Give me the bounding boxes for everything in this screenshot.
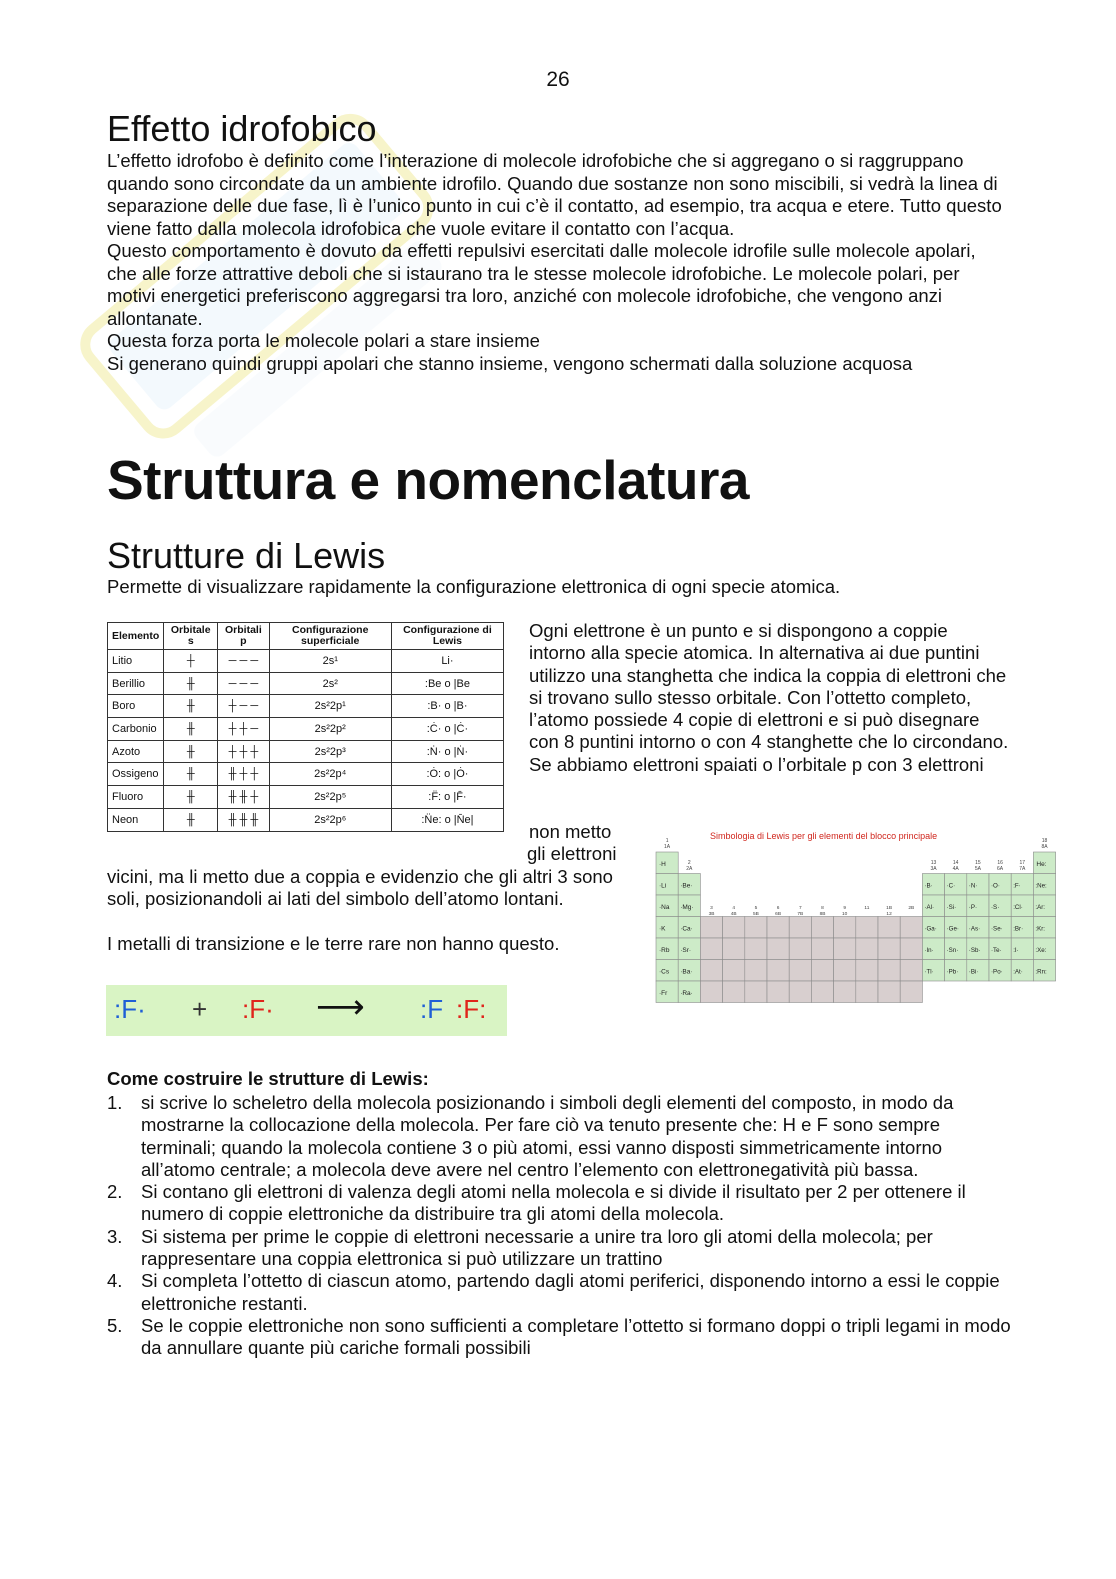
group-label: 7B <box>797 912 804 917</box>
transition-cell <box>811 981 833 1003</box>
element-symbol: :Cl· <box>1013 904 1023 911</box>
transition-cell <box>700 981 722 1003</box>
transition-cell <box>878 917 900 939</box>
element-symbol: ·N· <box>968 882 978 890</box>
transition-cell <box>878 981 900 1003</box>
element-symbol: ·Cs <box>659 968 670 976</box>
cell-s: ╫ <box>164 786 218 809</box>
group-label: 3A <box>930 866 937 872</box>
transition-cell <box>700 938 722 960</box>
transition-cell <box>723 917 745 939</box>
group-label: 14 <box>952 860 959 866</box>
transition-cell <box>856 981 878 1003</box>
cell-s: ┼ <box>164 650 218 673</box>
cell-element: Azoto <box>108 740 164 763</box>
element-symbol: ·Ra· <box>680 990 693 997</box>
group-label: 1 <box>665 838 669 844</box>
group-label: 3 <box>710 906 713 911</box>
cell-lewis: :F̈: o |F̄· <box>391 786 503 809</box>
group-label: 4 <box>732 906 736 911</box>
cell-config: 2s¹ <box>269 650 391 673</box>
element-symbol: ·Sr· <box>680 947 692 954</box>
transition-cell <box>723 960 745 982</box>
cell-s: ╫ <box>164 718 218 741</box>
element-symbol: ·P· <box>968 904 978 911</box>
transition-cell <box>856 938 878 960</box>
step-number: 5. <box>107 1314 123 1336</box>
transition-cell <box>878 938 900 960</box>
group-label: 8 <box>821 906 824 911</box>
transition-cell <box>789 917 811 939</box>
section-title-strutture-lewis: Strutture di Lewis <box>107 535 386 576</box>
transition-cell <box>767 938 789 960</box>
column-header: Configurazione superficiale <box>269 623 391 650</box>
wrap-line: gli elettroni <box>527 843 617 864</box>
cell-s: ╫ <box>164 672 218 695</box>
cell-lewis: :Ȯ: o |Ȯ· <box>391 763 503 786</box>
element-symbol: :Ar: <box>1035 904 1046 911</box>
element-symbol: ·K <box>659 925 666 933</box>
fluorine-atom-1: :F· <box>114 994 146 1024</box>
step-number: 4. <box>107 1270 123 1292</box>
periodic-table-lewis <box>655 829 1059 1011</box>
cell-element: Berillio <box>108 672 164 695</box>
transition-cell <box>811 917 833 939</box>
step-number: 3. <box>107 1225 123 1247</box>
element-symbol: ·Bi· <box>968 968 979 976</box>
element-symbol: ·Ge· <box>946 925 959 933</box>
group-label: 2A <box>686 866 693 872</box>
cell-s: ╫ <box>164 740 218 763</box>
group-label: 6B <box>775 912 782 917</box>
cell-p: ╫ ╫ ╫ <box>218 808 269 831</box>
orbital-table <box>107 622 504 832</box>
group-label: 3B <box>708 912 715 917</box>
table-row <box>108 740 504 763</box>
element-symbol: ·S· <box>991 904 1000 911</box>
cell-s: ╫ <box>164 763 218 786</box>
element-symbol: ·Fr <box>659 990 668 997</box>
element-symbol: :Xe: <box>1035 947 1047 954</box>
element-symbol: ·In· <box>924 947 934 954</box>
element-symbol: ·Be· <box>680 882 693 890</box>
group-label: 10 <box>842 912 848 917</box>
element-symbol: :Rn: <box>1035 968 1047 976</box>
element-symbol: ·H <box>659 861 666 868</box>
paragraph: Si generano quindi gruppi apolari che stanno insieme, vengono schermati dalla soluzione acquosa <box>107 352 913 374</box>
cell-p: ┼ ┼ ┼ <box>218 740 269 763</box>
column-header: Orbitale s <box>164 623 218 650</box>
group-label: 5B <box>752 912 759 917</box>
how-to-steps <box>107 1092 1012 1360</box>
transition-cell <box>723 981 745 1003</box>
fluorine-atom-2: :F· <box>242 994 274 1024</box>
element-symbol: :I· <box>1013 947 1019 954</box>
transition-cell <box>900 938 922 960</box>
cell-lewis: :N̈e: o |N̄e| <box>391 808 503 831</box>
transition-cell <box>834 960 856 982</box>
cell-element: Boro <box>108 695 164 718</box>
transition-cell <box>900 917 922 939</box>
element-symbol: ·Po· <box>991 968 1003 976</box>
element-symbol: ·Ga· <box>924 925 937 933</box>
paragraph: Questa forza porta le molecole polari a stare insieme <box>107 330 540 351</box>
element-symbol: ·B· <box>924 882 933 890</box>
lewis-explanation: Ogni elettrone è un punto e si dispongono a coppie intorno alla specie atomica. In alternativa ai due puntini utilizzo una stanghetta che indica la coppia di elettroni che si trovano sullo stesso orbitale. Con l’ottetto completo, l’atomo possiede 4 copie di elettroni e si può disegnare con 8 puntini intorno o con 4 stanghette che lo circondano. Se abbiamo elettroni spaiati o l’orbitale p con 3 elettroni <box>529 620 1009 775</box>
cell-s: ╫ <box>164 808 218 831</box>
list-item <box>107 1315 1012 1360</box>
transition-cell <box>745 981 767 1003</box>
element-symbol: ·Ba· <box>680 968 693 976</box>
periodic-table-title: Simbologia di Lewis per gli elementi del blocco principale <box>710 831 938 841</box>
section1-body <box>107 150 1007 375</box>
element-symbol: He: <box>1036 861 1047 868</box>
section-title-effetto-idrofobico: Effetto idrofobico <box>107 108 377 149</box>
table-row <box>108 672 504 695</box>
cell-p: ─ ─ ─ <box>218 650 269 673</box>
reaction-arrow: ⟶ <box>316 988 365 1026</box>
wrap-line: non metto <box>529 821 612 842</box>
element-symbol: ·Sb· <box>968 947 981 954</box>
element-symbol: ·Na <box>659 904 670 911</box>
transition-cell <box>856 917 878 939</box>
cell-config: 2s²2p⁵ <box>269 786 391 809</box>
group-label: 4A <box>952 866 959 872</box>
wrap-paragraph: vicini, ma li metto due a coppia e evidenzio che gli altri 3 sono soli, posizionandoli ai lati del simbolo dell’atomo lontani. <box>107 866 613 910</box>
group-label: 4B <box>730 912 737 917</box>
group-label: 13 <box>930 860 937 866</box>
cell-lewis: :Ċ· o |Ċ· <box>391 718 503 741</box>
transition-metals-note: I metalli di transizione e le terre rare non hanno questo. <box>107 933 560 954</box>
table-row <box>108 718 504 741</box>
step-text: Si completa l’ottetto di ciascun atomo, partendo dagli atomi periferici, disponendo intorno a essi le coppie elettroniche restanti. <box>141 1270 1000 1314</box>
cell-p: ╫ ╫ ┼ <box>218 786 269 809</box>
step-text: Si sistema per prime le coppie di elettroni necessarie a unire tra loro gli atomi della molecola; per rappresentare una coppia elettronica si può utilizzare un trattino <box>141 1225 933 1270</box>
cell-element: Neon <box>108 808 164 831</box>
product-fluorine-left: :F <box>420 994 444 1024</box>
group-label: 5 <box>754 906 758 911</box>
cell-lewis: :Be o |Be <box>391 672 503 695</box>
element-symbol: ·As· <box>968 925 981 933</box>
transition-cell <box>789 960 811 982</box>
step-text: Si contano gli elettroni di valenza degli atomi nella molecola e si divide il risultato per 2 per ottenere il numero di coppie elettroniche da distribuire tra gli atomi della molecola. <box>141 1181 966 1225</box>
group-label: 17 <box>1019 860 1026 866</box>
element-symbol: ·Li <box>659 882 667 890</box>
transition-cell <box>811 960 833 982</box>
group-label: 9 <box>843 906 847 911</box>
element-symbol: ·Mg· <box>680 904 694 911</box>
group-label: 5A <box>974 866 981 872</box>
group-label: 8A <box>1041 844 1048 850</box>
column-header: Elemento <box>108 623 164 650</box>
group-label: 7 <box>798 906 802 911</box>
element-symbol: :Ne: <box>1035 882 1047 890</box>
cell-config: 2s²2p¹ <box>269 695 391 718</box>
transition-cell <box>834 938 856 960</box>
element-symbol: ·Se· <box>991 925 1003 933</box>
element-symbol: ·O· <box>991 882 1000 890</box>
cell-p: ─ ─ ─ <box>218 672 269 695</box>
step-text: si scrive lo scheletro della molecola posizionando i simboli degli elementi del composto, in modo da mostrarne la collocazione della molecola. Per fare ciò va tenuto presente che: H e F sono sempre terminali; quando la molecola contiene 3 o più atomi, essi vanno disposti simmetricamente intorno all’atomo centrale; a molecola deve avere nel centro l’elemento con elettronegatività più bassa. <box>141 1092 954 1180</box>
cell-lewis: Li· <box>391 650 503 673</box>
transition-cell <box>745 960 767 982</box>
transition-cell <box>745 917 767 939</box>
transition-cell <box>856 960 878 982</box>
table-header-row <box>108 623 504 650</box>
cell-element: Litio <box>108 650 164 673</box>
cell-p: ╫ ┼ ┼ <box>218 763 269 786</box>
column-header: Orbitali p <box>218 623 269 650</box>
paragraph: L’effetto idrofobo è definito come l’interazione di molecole idrofobiche che si aggregano o si raggruppano quando sono circondate da un ambiente idrofilo. Quando due sostanze non sono miscibili, si vedrà la linea di separazione delle due fase, lì è l’unico punto in cui c’è il contatto, ad esempio, tra acqua e etere. Tutto questo viene fatto dalla molecola idrofobica che vuole evitare il contatto con l’acqua. <box>107 150 1002 239</box>
product-fluorine-right: :F: <box>456 994 487 1024</box>
element-symbol: ·Rb <box>659 947 670 954</box>
transition-cell <box>811 938 833 960</box>
group-label: 6 <box>776 906 780 911</box>
transition-cell <box>878 960 900 982</box>
group-label: 1A <box>664 844 671 850</box>
transition-cell <box>767 917 789 939</box>
chapter-title: Struttura e nomenclatura <box>107 449 750 511</box>
cell-lewis: :B· o |B· <box>391 695 503 718</box>
cell-element: Fluoro <box>108 786 164 809</box>
list-item <box>107 1092 1012 1181</box>
paragraph: Questo comportamento è dovuto da effetti repulsivi esercitati dalle molecole idrofile sulle molecole apolari, che alle forze attrattive deboli che si istaurano tra le stesse molecole idrofobiche. Le molecole polari, per motivi energetici preferiscono aggregarsi tra loro, anziché con molecole idrofobiche, che vengono anzi allontanate. <box>107 240 976 329</box>
group-label: 18 <box>1041 838 1048 844</box>
element-symbol: :At· <box>1013 968 1023 976</box>
group-label: 8B <box>819 912 826 917</box>
cell-config: 2s²2p⁴ <box>269 763 391 786</box>
element-symbol: ·Te· <box>991 947 1002 954</box>
cell-config: 2s²2p⁶ <box>269 808 391 831</box>
group-label: 11 <box>864 906 870 911</box>
transition-cell <box>767 960 789 982</box>
element-symbol: :F· <box>1013 882 1021 890</box>
transition-cell <box>834 917 856 939</box>
element-symbol: ·Ca· <box>680 925 693 933</box>
element-symbol: ·C· <box>946 882 956 890</box>
step-text: Se le coppie elettroniche non sono sufficienti a completare l’ottetto si formano doppi o tripli legami in modo da annullare quante più cariche formali possibili <box>141 1314 1011 1359</box>
cell-element: Ossigeno <box>108 763 164 786</box>
table-row <box>108 808 504 831</box>
step-number: 2. <box>107 1181 123 1203</box>
page-number: 26 <box>546 68 570 91</box>
transition-cell <box>900 981 922 1003</box>
plus-sign: + <box>192 994 208 1024</box>
section2-intro: Permette di visualizzare rapidamente la configurazione elettronica di ogni specie atomica. <box>107 576 841 597</box>
group-label: 2 <box>687 860 691 866</box>
transition-cell <box>700 917 722 939</box>
element-symbol: ·Tl· <box>924 968 934 976</box>
element-symbol: ·Pb· <box>946 968 959 976</box>
cell-lewis: :Ṅ· o |Ṅ· <box>391 740 503 763</box>
cell-p: ┼ ┼ ─ <box>218 718 269 741</box>
group-label: 7A <box>1019 866 1026 872</box>
transition-cell <box>834 981 856 1003</box>
transition-cell <box>900 960 922 982</box>
column-header: Configurazione di Lewis <box>391 623 503 650</box>
cell-config: 2s²2p³ <box>269 740 391 763</box>
list-item <box>107 1270 1012 1315</box>
fluorine-equation <box>106 985 507 1036</box>
cell-config: 2s²2p² <box>269 718 391 741</box>
group-label: 15 <box>975 860 981 866</box>
group-label: 12 <box>886 912 892 917</box>
group-label: 16 <box>997 860 1003 866</box>
list-item <box>107 1226 1012 1271</box>
element-symbol: :Br· <box>1013 925 1024 933</box>
group-label: 1B <box>886 906 893 911</box>
list-item <box>107 1181 1012 1226</box>
group-label: 6A <box>997 866 1004 872</box>
element-symbol: ·Si· <box>946 904 957 911</box>
how-to-title: Come costruire le strutture di Lewis: <box>107 1068 429 1089</box>
group-label: 2B <box>908 906 915 911</box>
table-row <box>108 695 504 718</box>
cell-config: 2s² <box>269 672 391 695</box>
transition-cell <box>789 981 811 1003</box>
transition-cell <box>789 938 811 960</box>
element-symbol: :Kr: <box>1035 925 1046 933</box>
table-row <box>108 786 504 809</box>
element-symbol: ·Sn· <box>946 947 959 954</box>
cell-element: Carbonio <box>108 718 164 741</box>
step-number: 1. <box>107 1092 123 1113</box>
cell-p: ┼ ─ ─ <box>218 695 269 718</box>
cell-s: ╫ <box>164 695 218 718</box>
table-row <box>108 763 504 786</box>
transition-cell <box>767 981 789 1003</box>
transition-cell <box>723 938 745 960</box>
transition-cell <box>700 960 722 982</box>
table-row <box>108 650 504 673</box>
transition-cell <box>745 938 767 960</box>
element-symbol: ·Al· <box>924 904 935 911</box>
